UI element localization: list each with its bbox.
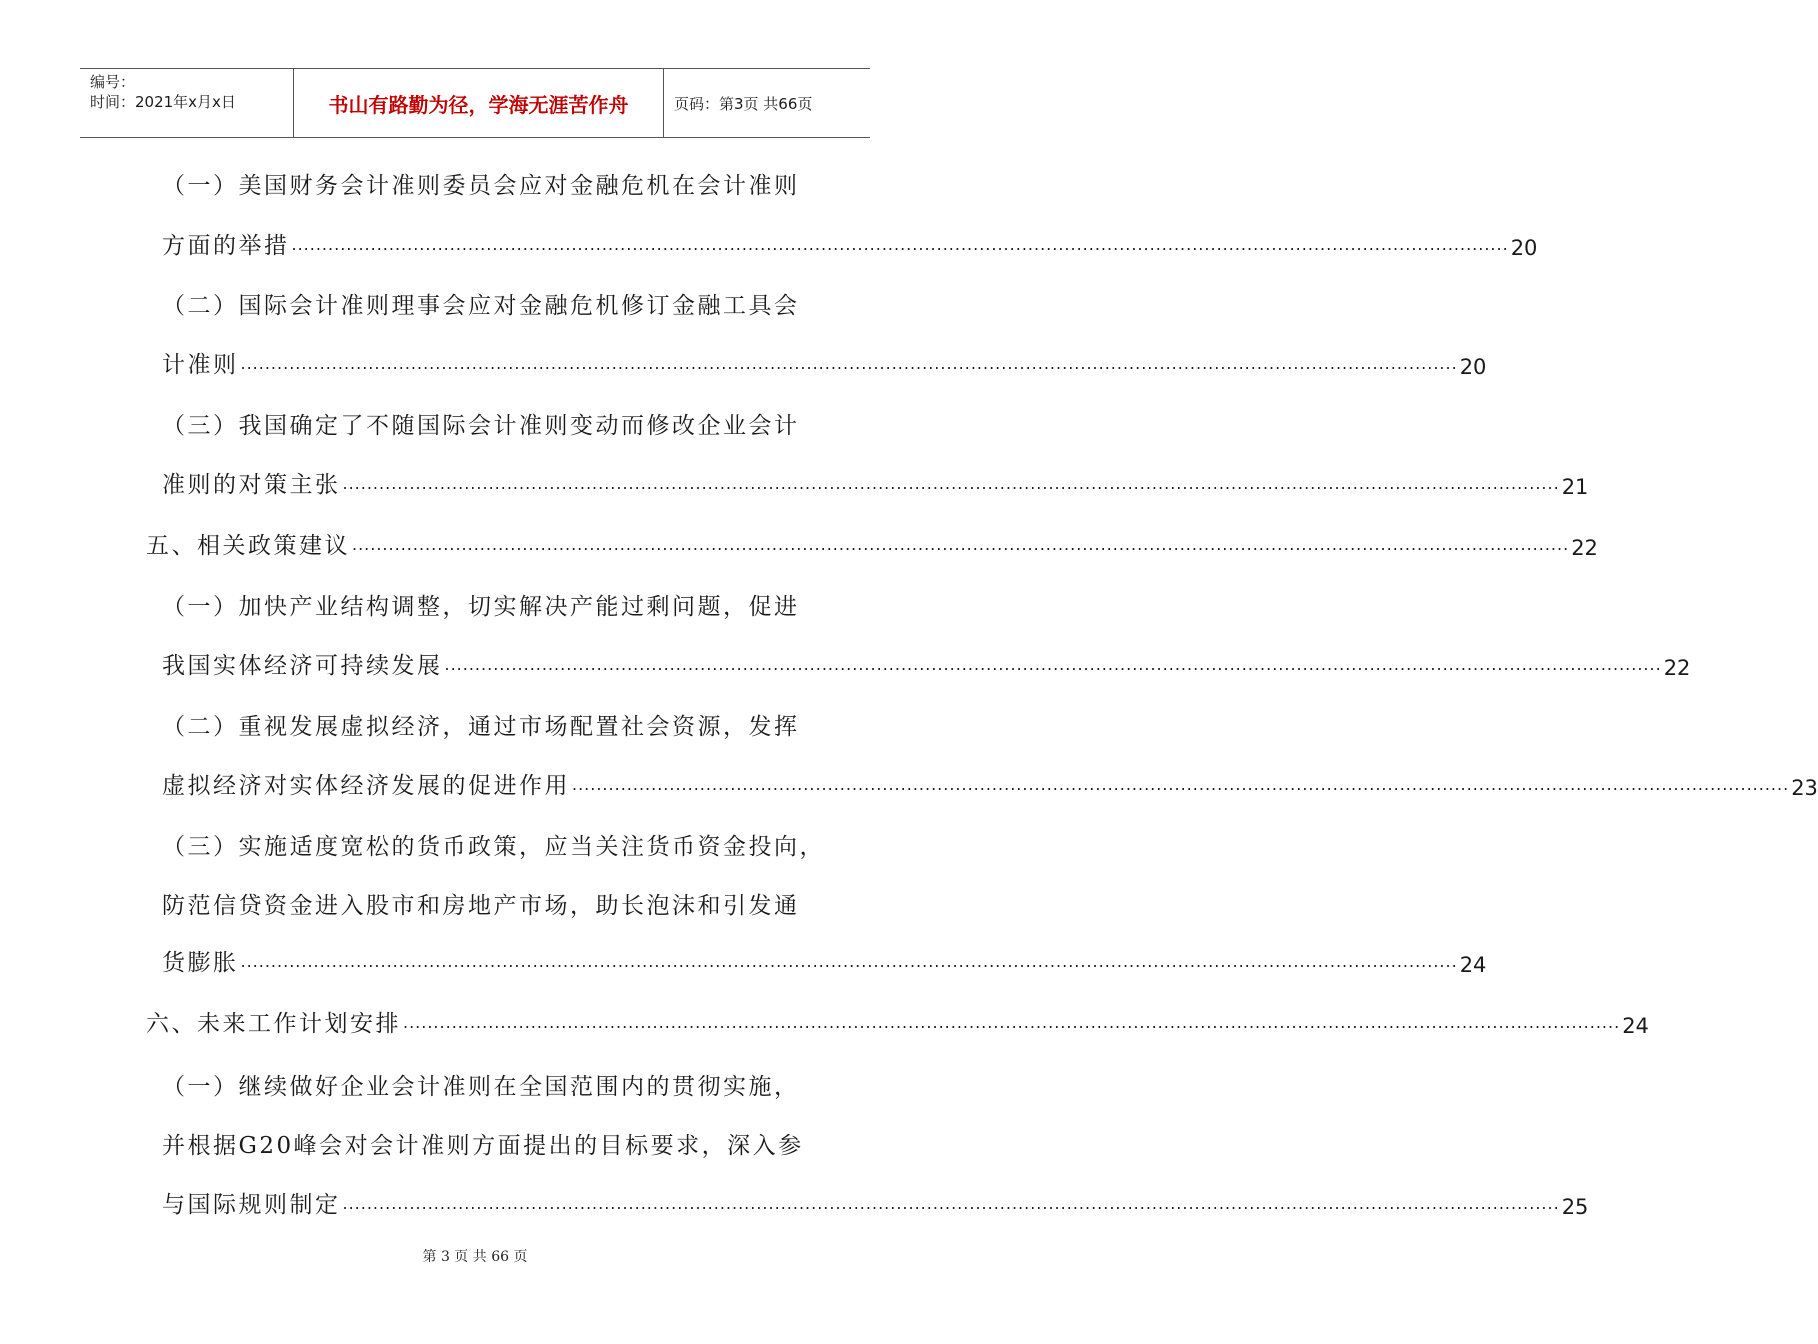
- page-header: [80, 68, 870, 138]
- toc-entry-text: 计准则: [162, 352, 239, 378]
- toc-entry[interactable]: [162, 1128, 804, 1160]
- toc-leader-dots: ........................................................................................................................................................................................................: [291, 235, 1509, 254]
- toc-entry-text: （一）美国财务会计准则委员会应对金融危机在会计准则: [162, 173, 800, 199]
- toc-entry[interactable]: [162, 467, 1589, 499]
- toc-leader-dots: ........................................................................................................................................................................................................: [572, 775, 1790, 794]
- toc-entry-text: 方面的举措: [162, 233, 290, 259]
- toc-entry[interactable]: [162, 408, 800, 440]
- toc-entry[interactable]: [146, 528, 1598, 560]
- toc-entry-text: （三）我国确定了不随国际会计准则变动而修改企业会计: [162, 413, 800, 439]
- toc-page-number: 25: [1561, 1195, 1589, 1219]
- toc-entry-text: （二）国际会计准则理事会应对金融危机修订金融工具会: [162, 293, 800, 319]
- toc-entry[interactable]: [162, 829, 825, 861]
- toc-entry[interactable]: [162, 648, 1691, 680]
- toc-page-number: 20: [1510, 236, 1538, 260]
- toc-entry-text: （三）实施适度宽松的货币政策，应当关注货币资金投向，: [162, 834, 825, 860]
- toc-entry[interactable]: [146, 1006, 1649, 1038]
- toc-entry[interactable]: [162, 288, 800, 320]
- toc-page-number: 22: [1571, 536, 1598, 560]
- toc-leader-dots: ........................................................................................................................................................................................................: [403, 1013, 1621, 1032]
- document-number-label: 编号：: [90, 73, 136, 91]
- toc-entry[interactable]: [162, 768, 1818, 800]
- toc-entry[interactable]: [162, 709, 800, 741]
- toc-page-number: 24: [1622, 1014, 1649, 1038]
- toc-leader-dots: ........................................................................................................................................................................................................: [352, 535, 1570, 554]
- toc-entry[interactable]: [162, 1187, 1589, 1219]
- toc-entry-text: 货膨胀: [162, 950, 239, 976]
- toc-entry[interactable]: [162, 1069, 800, 1101]
- toc-entry-text: （二）重视发展虚拟经济，通过市场配置社会资源，发挥: [162, 714, 800, 740]
- toc-entry-text: 虚拟经济对实体经济发展的促进作用: [162, 773, 570, 799]
- toc-leader-dots: ........................................................................................................................................................................................................: [444, 655, 1662, 674]
- toc-page-number: 22: [1663, 656, 1691, 680]
- toc-entry-text: 与国际规则制定: [162, 1192, 341, 1218]
- header-page-info: 页码：第3页 共66页: [674, 94, 813, 113]
- toc-entry[interactable]: [162, 168, 800, 200]
- toc-page-number: 23: [1791, 776, 1818, 800]
- toc-entry[interactable]: [162, 228, 1538, 260]
- toc-entry-text: 六、未来工作计划安排: [146, 1011, 401, 1037]
- toc-leader-dots: ........................................................................................................................................................................................................: [342, 1194, 1560, 1213]
- toc-leader-dots: ........................................................................................................................................................................................................: [342, 474, 1560, 493]
- toc-page-number: 21: [1561, 475, 1589, 499]
- toc-entry-text: 五、相关政策建议: [146, 533, 350, 559]
- toc-entry-text: 防范信贷资金进入股市和房地产市场，助长泡沫和引发通: [162, 893, 800, 919]
- toc-leader-dots: ........................................................................................................................................................................................................: [240, 354, 1458, 373]
- toc-page-number: 20: [1459, 355, 1487, 379]
- document-time: 时间：2021年x月x日: [90, 93, 236, 111]
- toc-leader-dots: ........................................................................................................................................................................................................: [240, 952, 1458, 971]
- header-meta: [80, 69, 294, 137]
- toc-entry-text: （一）继续做好企业会计准则在全国范围内的贯彻实施，: [162, 1074, 800, 1100]
- toc-entry[interactable]: [162, 888, 800, 920]
- page-footer: 第 3 页 共 66 页: [422, 1249, 528, 1265]
- toc-entry-text: 并根据G20峰会对会计准则方面提出的目标要求，深入参: [162, 1133, 804, 1159]
- header-motto: 书山有路勤为径，学海无涯苦作舟: [294, 69, 664, 137]
- toc-entry-text: 我国实体经济可持续发展: [162, 653, 443, 679]
- toc-entry[interactable]: [162, 347, 1487, 379]
- toc-entry-text: 准则的对策主张: [162, 472, 341, 498]
- toc-entry[interactable]: [162, 945, 1487, 977]
- toc-entry[interactable]: [162, 589, 800, 621]
- toc-entry-text: （一）加快产业结构调整，切实解决产能过剩问题，促进: [162, 594, 800, 620]
- toc-page-number: 24: [1459, 953, 1487, 977]
